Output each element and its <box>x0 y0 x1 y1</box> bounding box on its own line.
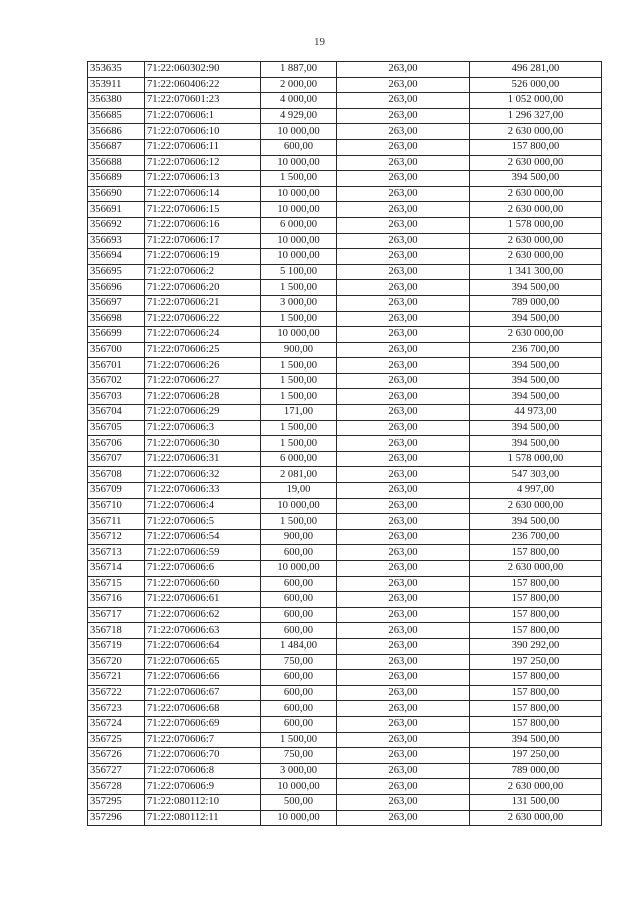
cell-id: 356699 <box>88 327 145 343</box>
cell-cadastral: 71:22:070606:27 <box>145 373 261 389</box>
table-row <box>88 467 602 483</box>
cell-rate: 263,00 <box>337 732 470 748</box>
cell-rate: 263,00 <box>337 249 470 265</box>
cell-area: 1 484,00 <box>261 638 337 654</box>
cell-total: 394 500,00 <box>470 171 602 187</box>
cell-id: 356687 <box>88 139 145 155</box>
cell-total: 157 800,00 <box>470 670 602 686</box>
cell-rate: 263,00 <box>337 108 470 124</box>
page-number: 19 <box>314 36 325 48</box>
cell-rate: 263,00 <box>337 607 470 623</box>
cell-rate: 263,00 <box>337 280 470 296</box>
cell-area: 6 000,00 <box>261 217 337 233</box>
cell-id: 356692 <box>88 217 145 233</box>
cell-rate: 263,00 <box>337 217 470 233</box>
cell-cadastral: 71:22:070601:23 <box>145 93 261 109</box>
cell-id: 356709 <box>88 483 145 499</box>
cell-total: 789 000,00 <box>470 763 602 779</box>
cell-id: 356688 <box>88 155 145 171</box>
cell-rate: 263,00 <box>337 373 470 389</box>
cell-area: 10 000,00 <box>261 498 337 514</box>
cell-id: 356723 <box>88 701 145 717</box>
cell-cadastral: 71:22:070606:54 <box>145 529 261 545</box>
cell-rate: 263,00 <box>337 295 470 311</box>
table-row <box>88 93 602 109</box>
cell-cadastral: 71:22:070606:5 <box>145 514 261 530</box>
cell-id: 356725 <box>88 732 145 748</box>
table-row <box>88 654 602 670</box>
table-row <box>88 514 602 530</box>
cell-id: 356728 <box>88 779 145 795</box>
cell-cadastral: 71:22:070606:31 <box>145 451 261 467</box>
cell-rate: 263,00 <box>337 233 470 249</box>
table-row <box>88 108 602 124</box>
cell-total: 157 800,00 <box>470 701 602 717</box>
cell-cadastral: 71:22:070606:68 <box>145 701 261 717</box>
cell-total: 496 281,00 <box>470 62 602 78</box>
cell-area: 600,00 <box>261 607 337 623</box>
table-row <box>88 295 602 311</box>
cell-cadastral: 71:22:070606:10 <box>145 124 261 140</box>
cell-rate: 263,00 <box>337 186 470 202</box>
cell-cadastral: 71:22:070606:65 <box>145 654 261 670</box>
cell-id: 356719 <box>88 638 145 654</box>
cell-area: 3 000,00 <box>261 763 337 779</box>
cell-id: 356706 <box>88 436 145 452</box>
cell-area: 1 500,00 <box>261 171 337 187</box>
cell-total: 789 000,00 <box>470 295 602 311</box>
cell-total: 394 500,00 <box>470 358 602 374</box>
cell-rate: 263,00 <box>337 389 470 405</box>
cell-cadastral: 71:22:080112:10 <box>145 794 261 810</box>
cell-area: 19,00 <box>261 483 337 499</box>
cell-cadastral: 71:22:070606:16 <box>145 217 261 233</box>
table-row <box>88 358 602 374</box>
cell-area: 10 000,00 <box>261 561 337 577</box>
table-row <box>88 311 602 327</box>
cell-area: 750,00 <box>261 748 337 764</box>
cell-rate: 263,00 <box>337 202 470 218</box>
cell-id: 356380 <box>88 93 145 109</box>
cell-rate: 263,00 <box>337 139 470 155</box>
cell-cadastral: 71:22:070606:22 <box>145 311 261 327</box>
cell-rate: 263,00 <box>337 405 470 421</box>
table-row <box>88 794 602 810</box>
cell-area: 4 929,00 <box>261 108 337 124</box>
table-row <box>88 233 602 249</box>
cell-area: 1 500,00 <box>261 514 337 530</box>
cell-rate: 263,00 <box>337 498 470 514</box>
cell-total: 1 052 000,00 <box>470 93 602 109</box>
cell-cadastral: 71:22:070606:66 <box>145 670 261 686</box>
cell-id: 356720 <box>88 654 145 670</box>
cell-cadastral: 71:22:070606:67 <box>145 685 261 701</box>
table-row <box>88 576 602 592</box>
table-row <box>88 670 602 686</box>
cell-rate: 263,00 <box>337 654 470 670</box>
cell-area: 10 000,00 <box>261 155 337 171</box>
cell-id: 356708 <box>88 467 145 483</box>
cell-total: 2 630 000,00 <box>470 233 602 249</box>
table-row <box>88 327 602 343</box>
cell-total: 2 630 000,00 <box>470 779 602 795</box>
cell-rate: 263,00 <box>337 670 470 686</box>
cell-area: 600,00 <box>261 716 337 732</box>
cell-rate: 263,00 <box>337 420 470 436</box>
table-row <box>88 592 602 608</box>
cell-total: 157 800,00 <box>470 576 602 592</box>
cell-total: 4 997,00 <box>470 483 602 499</box>
cell-area: 1 500,00 <box>261 358 337 374</box>
cell-area: 500,00 <box>261 794 337 810</box>
cell-cadastral: 71:22:070606:11 <box>145 139 261 155</box>
cell-id: 356686 <box>88 124 145 140</box>
cell-area: 750,00 <box>261 654 337 670</box>
cell-area: 4 000,00 <box>261 93 337 109</box>
cell-area: 1 500,00 <box>261 436 337 452</box>
cell-total: 394 500,00 <box>470 420 602 436</box>
cell-total: 394 500,00 <box>470 436 602 452</box>
table-row <box>88 373 602 389</box>
cell-cadastral: 71:22:070606:63 <box>145 623 261 639</box>
cell-cadastral: 71:22:070606:59 <box>145 545 261 561</box>
cell-id: 356710 <box>88 498 145 514</box>
cell-area: 600,00 <box>261 701 337 717</box>
cell-cadastral: 71:22:070606:64 <box>145 638 261 654</box>
cell-total: 394 500,00 <box>470 732 602 748</box>
cell-total: 157 800,00 <box>470 716 602 732</box>
cell-area: 10 000,00 <box>261 810 337 826</box>
table-row <box>88 342 602 358</box>
cell-total: 394 500,00 <box>470 280 602 296</box>
cell-id: 356718 <box>88 623 145 639</box>
cell-id: 356702 <box>88 373 145 389</box>
table-row <box>88 685 602 701</box>
cell-cadastral: 71:22:070606:61 <box>145 592 261 608</box>
table-row <box>88 529 602 545</box>
cell-id: 356714 <box>88 561 145 577</box>
cell-area: 600,00 <box>261 685 337 701</box>
cell-cadastral: 71:22:070606:69 <box>145 716 261 732</box>
cell-cadastral: 71:22:070606:33 <box>145 483 261 499</box>
cell-rate: 263,00 <box>337 685 470 701</box>
cell-total: 197 250,00 <box>470 748 602 764</box>
cell-rate: 263,00 <box>337 529 470 545</box>
cell-rate: 263,00 <box>337 155 470 171</box>
table-row <box>88 498 602 514</box>
cell-total: 1 296 327,00 <box>470 108 602 124</box>
cell-rate: 263,00 <box>337 763 470 779</box>
cell-cadastral: 71:22:070606:7 <box>145 732 261 748</box>
cell-total: 2 630 000,00 <box>470 498 602 514</box>
cell-cadastral: 71:22:070606:3 <box>145 420 261 436</box>
cell-id: 356690 <box>88 186 145 202</box>
cell-rate: 263,00 <box>337 638 470 654</box>
table-row <box>88 810 602 826</box>
table-row <box>88 124 602 140</box>
cell-total: 2 630 000,00 <box>470 155 602 171</box>
cell-total: 2 630 000,00 <box>470 124 602 140</box>
table-row <box>88 732 602 748</box>
table-row <box>88 701 602 717</box>
table-row <box>88 748 602 764</box>
cell-cadastral: 71:22:070606:29 <box>145 405 261 421</box>
cell-id: 356716 <box>88 592 145 608</box>
cell-id: 356691 <box>88 202 145 218</box>
cell-cadastral: 71:22:060302:90 <box>145 62 261 78</box>
cell-rate: 263,00 <box>337 810 470 826</box>
cell-total: 2 630 000,00 <box>470 186 602 202</box>
cell-cadastral: 71:22:070606:24 <box>145 327 261 343</box>
cell-area: 1 887,00 <box>261 62 337 78</box>
cell-cadastral: 71:22:070606:2 <box>145 264 261 280</box>
cell-id: 356698 <box>88 311 145 327</box>
cell-id: 356697 <box>88 295 145 311</box>
cell-id: 353635 <box>88 62 145 78</box>
cell-cadastral: 71:22:070606:60 <box>145 576 261 592</box>
table-row <box>88 779 602 795</box>
cell-cadastral: 71:22:070606:9 <box>145 779 261 795</box>
cell-total: 157 800,00 <box>470 623 602 639</box>
cell-total: 390 292,00 <box>470 638 602 654</box>
cell-total: 157 800,00 <box>470 592 602 608</box>
table-row <box>88 545 602 561</box>
cell-area: 1 500,00 <box>261 420 337 436</box>
cell-area: 1 500,00 <box>261 373 337 389</box>
cell-area: 600,00 <box>261 139 337 155</box>
table-body <box>88 62 602 826</box>
cell-area: 1 500,00 <box>261 389 337 405</box>
cell-rate: 263,00 <box>337 467 470 483</box>
cell-area: 600,00 <box>261 545 337 561</box>
cell-cadastral: 71:22:070606:1 <box>145 108 261 124</box>
cell-rate: 263,00 <box>337 779 470 795</box>
cell-area: 171,00 <box>261 405 337 421</box>
table-row <box>88 139 602 155</box>
cell-id: 357295 <box>88 794 145 810</box>
cell-area: 900,00 <box>261 342 337 358</box>
cell-area: 600,00 <box>261 592 337 608</box>
cell-rate: 263,00 <box>337 358 470 374</box>
table-row <box>88 264 602 280</box>
cell-rate: 263,00 <box>337 623 470 639</box>
cell-cadastral: 71:22:070606:70 <box>145 748 261 764</box>
cell-id: 356724 <box>88 716 145 732</box>
cell-rate: 263,00 <box>337 311 470 327</box>
cell-cadastral: 71:22:070606:25 <box>145 342 261 358</box>
cell-id: 356705 <box>88 420 145 436</box>
cell-rate: 263,00 <box>337 342 470 358</box>
cell-area: 1 500,00 <box>261 311 337 327</box>
cell-id: 356703 <box>88 389 145 405</box>
cell-cadastral: 71:22:070606:26 <box>145 358 261 374</box>
table-row <box>88 280 602 296</box>
table-row <box>88 716 602 732</box>
table-row <box>88 77 602 93</box>
cell-area: 3 000,00 <box>261 295 337 311</box>
cell-rate: 263,00 <box>337 77 470 93</box>
cell-rate: 263,00 <box>337 592 470 608</box>
cell-id: 356721 <box>88 670 145 686</box>
cell-area: 600,00 <box>261 623 337 639</box>
table-row <box>88 607 602 623</box>
cell-id: 356717 <box>88 607 145 623</box>
cell-total: 394 500,00 <box>470 373 602 389</box>
cell-cadastral: 71:22:070606:4 <box>145 498 261 514</box>
cell-id: 356693 <box>88 233 145 249</box>
cell-cadastral: 71:22:070606:6 <box>145 561 261 577</box>
cell-id: 356700 <box>88 342 145 358</box>
cell-area: 10 000,00 <box>261 249 337 265</box>
cell-id: 353911 <box>88 77 145 93</box>
table-row <box>88 623 602 639</box>
cell-area: 2 000,00 <box>261 77 337 93</box>
table-row <box>88 451 602 467</box>
cell-cadastral: 71:22:070606:62 <box>145 607 261 623</box>
table-row <box>88 249 602 265</box>
cell-total: 2 630 000,00 <box>470 249 602 265</box>
cell-rate: 263,00 <box>337 514 470 530</box>
cell-id: 356695 <box>88 264 145 280</box>
cell-cadastral: 71:22:070606:19 <box>145 249 261 265</box>
table-row <box>88 389 602 405</box>
cell-area: 600,00 <box>261 670 337 686</box>
cell-cadastral: 71:22:070606:14 <box>145 186 261 202</box>
table-row <box>88 202 602 218</box>
cell-cadastral: 71:22:080112:11 <box>145 810 261 826</box>
cell-cadastral: 71:22:070606:28 <box>145 389 261 405</box>
table-row <box>88 171 602 187</box>
cell-total: 1 341 300,00 <box>470 264 602 280</box>
cell-id: 356689 <box>88 171 145 187</box>
cell-total: 547 303,00 <box>470 467 602 483</box>
cell-area: 1 500,00 <box>261 280 337 296</box>
cell-id: 356711 <box>88 514 145 530</box>
cell-area: 6 000,00 <box>261 451 337 467</box>
cell-area: 600,00 <box>261 576 337 592</box>
table-row <box>88 62 602 78</box>
cell-id: 356696 <box>88 280 145 296</box>
cell-total: 44 973,00 <box>470 405 602 421</box>
cell-total: 394 500,00 <box>470 311 602 327</box>
cell-id: 356704 <box>88 405 145 421</box>
cell-total: 236 700,00 <box>470 529 602 545</box>
cell-total: 2 630 000,00 <box>470 561 602 577</box>
cell-total: 1 578 000,00 <box>470 217 602 233</box>
cell-id: 356727 <box>88 763 145 779</box>
cell-id: 356707 <box>88 451 145 467</box>
cell-rate: 263,00 <box>337 483 470 499</box>
cell-area: 900,00 <box>261 529 337 545</box>
table-row <box>88 436 602 452</box>
cell-total: 394 500,00 <box>470 514 602 530</box>
land-plot-table <box>87 61 602 826</box>
cell-cadastral: 71:22:070606:12 <box>145 155 261 171</box>
cell-area: 10 000,00 <box>261 202 337 218</box>
cell-id: 356712 <box>88 529 145 545</box>
cell-total: 2 630 000,00 <box>470 202 602 218</box>
cell-cadastral: 71:22:070606:30 <box>145 436 261 452</box>
cell-rate: 263,00 <box>337 436 470 452</box>
cell-cadastral: 71:22:070606:32 <box>145 467 261 483</box>
cell-cadastral: 71:22:070606:21 <box>145 295 261 311</box>
table-row <box>88 155 602 171</box>
cell-total: 131 500,00 <box>470 794 602 810</box>
cell-total: 157 800,00 <box>470 607 602 623</box>
cell-rate: 263,00 <box>337 124 470 140</box>
table-row <box>88 186 602 202</box>
cell-area: 10 000,00 <box>261 186 337 202</box>
cell-id: 356722 <box>88 685 145 701</box>
cell-rate: 263,00 <box>337 545 470 561</box>
cell-rate: 263,00 <box>337 451 470 467</box>
cell-rate: 263,00 <box>337 62 470 78</box>
cell-rate: 263,00 <box>337 93 470 109</box>
cell-id: 356685 <box>88 108 145 124</box>
table-row <box>88 483 602 499</box>
cell-cadastral: 71:22:070606:8 <box>145 763 261 779</box>
cell-total: 394 500,00 <box>470 389 602 405</box>
table-row <box>88 420 602 436</box>
table-row <box>88 217 602 233</box>
cell-cadastral: 71:22:070606:17 <box>145 233 261 249</box>
cell-cadastral: 71:22:070606:15 <box>145 202 261 218</box>
cell-area: 2 081,00 <box>261 467 337 483</box>
cell-total: 197 250,00 <box>470 654 602 670</box>
cell-area: 10 000,00 <box>261 233 337 249</box>
cell-area: 10 000,00 <box>261 779 337 795</box>
cell-rate: 263,00 <box>337 576 470 592</box>
cell-area: 5 100,00 <box>261 264 337 280</box>
cell-total: 157 800,00 <box>470 685 602 701</box>
cell-rate: 263,00 <box>337 701 470 717</box>
cell-rate: 263,00 <box>337 716 470 732</box>
cell-rate: 263,00 <box>337 264 470 280</box>
table-row <box>88 763 602 779</box>
cell-id: 356715 <box>88 576 145 592</box>
cell-rate: 263,00 <box>337 561 470 577</box>
cell-area: 1 500,00 <box>261 732 337 748</box>
cell-area: 10 000,00 <box>261 327 337 343</box>
cell-cadastral: 71:22:070606:13 <box>145 171 261 187</box>
cell-total: 526 000,00 <box>470 77 602 93</box>
cell-id: 356726 <box>88 748 145 764</box>
table-row <box>88 405 602 421</box>
cell-total: 2 630 000,00 <box>470 810 602 826</box>
cell-cadastral: 71:22:070606:20 <box>145 280 261 296</box>
cell-total: 2 630 000,00 <box>470 327 602 343</box>
cell-id: 356694 <box>88 249 145 265</box>
cell-id: 356713 <box>88 545 145 561</box>
cell-total: 157 800,00 <box>470 545 602 561</box>
cell-area: 10 000,00 <box>261 124 337 140</box>
cell-rate: 263,00 <box>337 171 470 187</box>
cell-rate: 263,00 <box>337 327 470 343</box>
table-row <box>88 561 602 577</box>
cell-rate: 263,00 <box>337 794 470 810</box>
cell-rate: 263,00 <box>337 748 470 764</box>
cell-total: 236 700,00 <box>470 342 602 358</box>
table-row <box>88 638 602 654</box>
cell-id: 356701 <box>88 358 145 374</box>
cell-cadastral: 71:22:060406:22 <box>145 77 261 93</box>
cell-total: 1 578 000,00 <box>470 451 602 467</box>
cell-total: 157 800,00 <box>470 139 602 155</box>
cell-id: 357296 <box>88 810 145 826</box>
